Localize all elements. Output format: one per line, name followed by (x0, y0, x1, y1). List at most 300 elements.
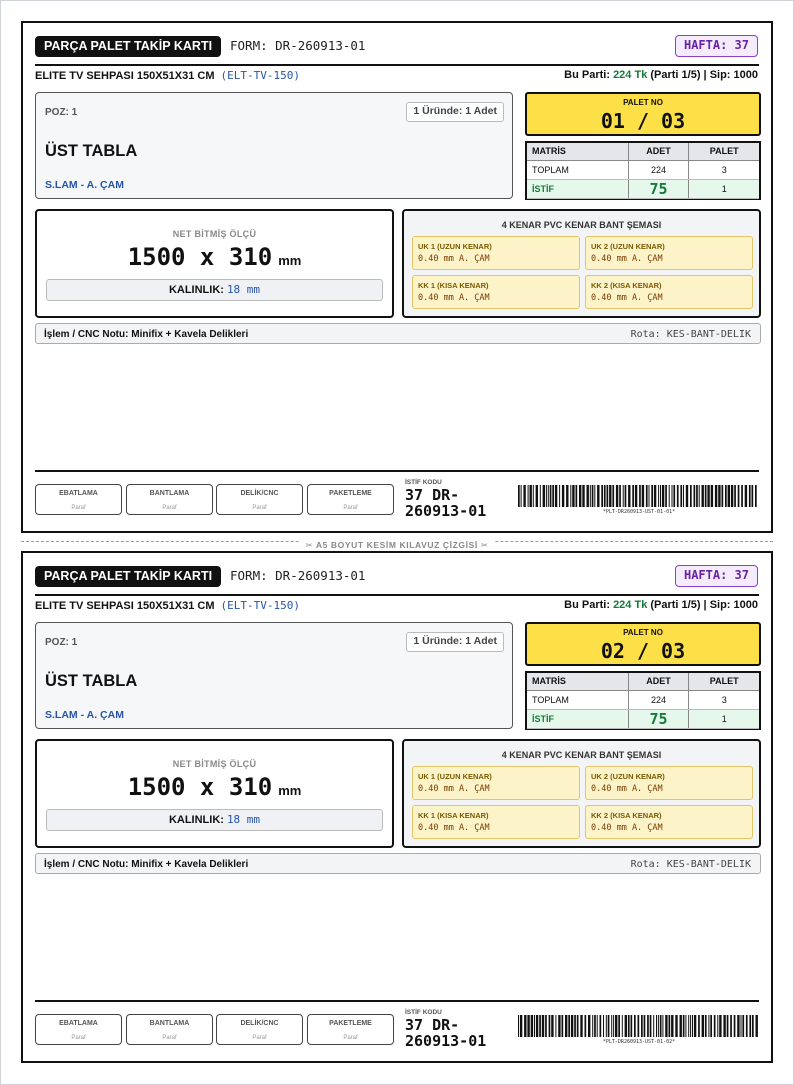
barcode-bar (728, 485, 730, 507)
edge-name: UK 2 (UZUN KENAR) (591, 772, 665, 781)
matrix-cell: İSTİF (527, 709, 628, 728)
barcode-bar (699, 485, 700, 507)
note-value: Minifix + Kavela Delikleri (131, 329, 249, 340)
edge-value: 0.40 mm A. ÇAM (418, 784, 490, 794)
barcode-bar (690, 1015, 691, 1037)
part-name: ÜST TABLA (45, 672, 138, 690)
barcode-bar (690, 485, 692, 507)
per-unit-badge: 1 Üründe: 1 Adet (406, 632, 504, 652)
barcode-bar (628, 1015, 630, 1037)
dimension-value (37, 243, 392, 272)
barcode-bar (597, 1015, 598, 1037)
product-line (35, 599, 300, 612)
barcode-bar (616, 485, 618, 507)
barcode-bar (749, 1015, 751, 1037)
batch-info (564, 69, 758, 81)
stage-name: DELİK/CNC (240, 490, 279, 497)
edge-band-scheme (402, 209, 761, 318)
route: Rota: KES-BANT-DELIK (630, 329, 751, 340)
barcode-bar (590, 485, 591, 507)
barcode-bar (577, 1015, 579, 1037)
barcode-bar (562, 1015, 564, 1037)
batch-qty: 224 Tk (613, 69, 648, 81)
pallet-number-label: PALET NO (623, 628, 663, 637)
note-label: İşlem / CNC Notu: (44, 859, 129, 870)
barcode-bar (623, 485, 624, 507)
matrix-cell: 1 (689, 179, 759, 198)
barcode-bar (742, 1015, 744, 1037)
edge-name: UK 1 (UZUN KENAR) (418, 242, 492, 251)
barcode-bar (518, 1015, 519, 1037)
barcode-bar (588, 1015, 590, 1037)
barcode-bar (702, 485, 704, 507)
thickness-label: KALINLIK: (168, 814, 224, 826)
pallet-card-2 (21, 551, 773, 1063)
barcode-bar (688, 1015, 689, 1037)
barcode-bar (548, 485, 549, 507)
matrix-cell: 1 (689, 709, 759, 728)
barcode-bar (638, 1015, 640, 1037)
barcode-bar (539, 1015, 541, 1037)
cut-guide-label: ✂ A5 BOYUT KESİM KILAVUZ ÇİZGİSİ ✂ (300, 540, 495, 550)
barcode-bar (672, 485, 673, 507)
matrix-header: ADET (628, 143, 689, 160)
barcode-bar (518, 485, 520, 507)
batch-info (564, 599, 758, 611)
stage-name: BANTLAMA (149, 1020, 190, 1027)
barcode-bar (536, 485, 538, 507)
barcode-bar (568, 1015, 570, 1037)
barcode-bar (665, 485, 667, 507)
barcode-bar (566, 485, 568, 507)
barcode-bar (698, 1015, 700, 1037)
barcode-bar (585, 1015, 587, 1037)
barcode-bar (550, 485, 552, 507)
barcode-bar (752, 1015, 754, 1037)
matrix-header: PALET (689, 673, 759, 690)
stage-sign: Paraf (162, 1035, 177, 1041)
barcode-bar (572, 485, 574, 507)
stack-code: 37 DR-260913-01 (405, 486, 487, 520)
barcode-bar (723, 1015, 725, 1037)
header-divider (35, 594, 759, 596)
matrix-cell: 224 (628, 690, 689, 709)
edge-cell (412, 236, 580, 270)
note-label: İşlem / CNC Notu: (44, 329, 129, 340)
barcode-bar (730, 1015, 732, 1037)
barcode-bar (576, 485, 578, 507)
barcode-bar (618, 1015, 620, 1037)
stage-name: PAKETLEME (329, 1020, 372, 1027)
barcode-bar (734, 1015, 736, 1037)
barcode-bar (523, 485, 525, 507)
stage-sign: Paraf (71, 505, 86, 511)
edge-cell (585, 766, 753, 800)
barcode-bar (734, 485, 736, 507)
barcode-bar (622, 1015, 623, 1037)
matrix-header: MATRİS (527, 673, 628, 690)
process-note (44, 859, 248, 870)
cut-guide (0, 535, 794, 553)
thickness-label: KALINLIK: (168, 284, 224, 296)
stage-sign: Paraf (343, 1035, 358, 1041)
route: Rota: KES-BANT-DELIK (630, 859, 751, 870)
barcode-bar (717, 1015, 718, 1037)
barcode-text: *PLT-DR260913-UST-01-02* (602, 1039, 676, 1045)
barcode-bar (531, 1015, 533, 1037)
stage-name: BANTLAMA (149, 490, 190, 497)
barcode-bar (639, 485, 641, 507)
barcode-bar (755, 485, 757, 507)
matrix-header: MATRİS (527, 143, 628, 160)
edge-name: KK 2 (KISA KENAR) (591, 281, 662, 290)
barcode-bar (675, 1015, 677, 1037)
barcode-bar (611, 1015, 612, 1037)
week-badge: HAFTA: 37 (675, 565, 758, 587)
stage-name: DELİK/CNC (240, 1020, 279, 1027)
stage-sign: Paraf (252, 1035, 267, 1041)
dimension-unit: mm (278, 253, 302, 268)
product-code: (ELT-TV-150) (220, 69, 301, 82)
barcode-bar (673, 485, 675, 507)
barcode-bar (632, 485, 634, 507)
product-name: ELITE TV SEHPASI 150X51X31 CM (35, 70, 215, 82)
dimension-number: 1500 x 310 (127, 243, 273, 271)
dimension-box (35, 209, 394, 318)
edge-band-title: 4 KENAR PVC KENAR BANT ŞEMASI (501, 750, 662, 760)
matrix-cell: İSTİF (527, 179, 628, 198)
stage-sign-box (126, 1014, 213, 1045)
barcode-bar (619, 485, 621, 507)
stage-sign-box (35, 484, 122, 515)
barcode-bar (752, 485, 754, 507)
barcode-bar (662, 1015, 663, 1037)
position-number: POZ: 1 (45, 107, 78, 118)
thickness-value: 18 mm (226, 813, 261, 826)
barcode-bar (662, 485, 664, 507)
stage-sign: Paraf (252, 505, 267, 511)
stage-name: EBATLAMA (59, 1020, 98, 1027)
part-info-box (35, 622, 513, 729)
barcode-bar (710, 1015, 712, 1037)
quantity-matrix (525, 671, 761, 730)
pallet-number-box (525, 92, 761, 136)
barcode-bar (696, 485, 698, 507)
barcode-bar (607, 485, 609, 507)
batch-prefix: Bu Parti: (564, 599, 610, 611)
barcode-bar (669, 1015, 671, 1037)
barcode (518, 1015, 760, 1037)
card-title: PARÇA PALET TAKİP KARTI (35, 36, 221, 57)
stage-sign: Paraf (71, 1035, 86, 1041)
barcode-bar (549, 1015, 551, 1037)
card-title: PARÇA PALET TAKİP KARTI (35, 566, 221, 587)
batch-qty: 224 Tk (613, 599, 648, 611)
edge-cell (585, 275, 753, 309)
barcode-bar (536, 1015, 538, 1037)
barcode-bar (628, 485, 630, 507)
barcode-bar (542, 1015, 544, 1037)
barcode-bar (727, 1015, 729, 1037)
barcode-bar (646, 485, 648, 507)
barcode-bar (705, 1015, 707, 1037)
barcode-bar (592, 1015, 593, 1037)
barcode-bar (524, 1015, 526, 1037)
barcode-bar (570, 485, 571, 507)
barcode-bar (671, 1015, 673, 1037)
edge-cell (585, 805, 753, 839)
barcode-bar (543, 485, 545, 507)
edge-cell (412, 275, 580, 309)
barcode-bar (647, 1015, 649, 1037)
barcode-bar (692, 1015, 693, 1037)
edge-band-scheme (402, 739, 761, 848)
barcode-bar (594, 485, 595, 507)
barcode-bar (694, 485, 696, 507)
barcode-bar (656, 1015, 657, 1037)
edge-value: 0.40 mm A. ÇAM (418, 254, 490, 264)
barcode-bar (540, 485, 541, 507)
barcode-bar (600, 1015, 602, 1037)
barcode-bar (714, 1015, 716, 1037)
barcode-bar (574, 1015, 576, 1037)
header-divider (35, 64, 759, 66)
stage-name: PAKETLEME (329, 490, 372, 497)
thickness-bar (46, 279, 383, 301)
barcode-bar (625, 1015, 627, 1037)
barcode-bar (683, 1015, 685, 1037)
pallet-number: 01 / 03 (600, 109, 686, 133)
product-code: (ELT-TV-150) (220, 599, 301, 612)
edge-value: 0.40 mm A. ÇAM (591, 254, 663, 264)
barcode-bar (613, 1015, 614, 1037)
barcode-bar (718, 485, 720, 507)
stage-sign: Paraf (162, 505, 177, 511)
barcode-bar (565, 1015, 567, 1037)
dimension-label: NET BİTMİŞ ÖLÇÜ (172, 229, 257, 239)
barcode-bar (694, 1015, 696, 1037)
process-note-bar (35, 323, 761, 344)
form-code: FORM: DR-260913-01 (230, 568, 366, 583)
barcode-bar (642, 485, 644, 507)
dimension-box (35, 739, 394, 848)
barcode-bar (715, 485, 717, 507)
material: S.LAM - A. ÇAM (45, 179, 124, 191)
barcode-bar (534, 1015, 535, 1037)
pallet-number-box (525, 622, 761, 666)
barcode-bar (711, 485, 713, 507)
edge-name: KK 1 (KISA KENAR) (418, 811, 489, 820)
barcode-bar (680, 485, 682, 507)
barcode-bar (625, 485, 627, 507)
stack-code-label: İSTİF KODU (405, 1009, 442, 1016)
barcode-bar (644, 1015, 646, 1037)
barcode-bar (594, 1015, 596, 1037)
edge-band-title: 4 KENAR PVC KENAR BANT ŞEMASI (501, 220, 662, 230)
barcode-bar (562, 485, 564, 507)
edge-cell (412, 766, 580, 800)
dimension-unit: mm (278, 783, 302, 798)
matrix-header: PALET (689, 143, 759, 160)
barcode-bar (660, 1015, 662, 1037)
barcode-bar (571, 1015, 573, 1037)
barcode-bar (587, 485, 589, 507)
barcode-bar (601, 485, 603, 507)
batch-prefix: Bu Parti: (564, 69, 610, 81)
barcode-bar (597, 485, 599, 507)
barcode-bar (635, 485, 637, 507)
edge-value: 0.40 mm A. ÇAM (591, 293, 663, 303)
process-note-bar (35, 853, 761, 874)
barcode-bar (708, 1015, 709, 1037)
edge-name: UK 1 (UZUN KENAR) (418, 772, 492, 781)
edge-value: 0.40 mm A. ÇAM (591, 784, 663, 794)
position-number: POZ: 1 (45, 637, 78, 648)
per-unit-badge: 1 Üründe: 1 Adet (406, 102, 504, 122)
barcode-bar (609, 485, 611, 507)
barcode-bar (685, 1015, 686, 1037)
barcode-bar (654, 485, 656, 507)
edge-value: 0.40 mm A. ÇAM (418, 823, 490, 833)
matrix-cell: TOPLAM (527, 690, 628, 709)
barcode-bar (641, 1015, 643, 1037)
thickness-bar (46, 809, 383, 831)
barcode-bar (677, 485, 679, 507)
barcode-bar (612, 485, 614, 507)
barcode-bar (546, 485, 547, 507)
barcode-bar (651, 485, 653, 507)
barcode-bar (658, 1015, 659, 1037)
stack-code-label: İSTİF KODU (405, 479, 442, 486)
footer-divider (35, 470, 759, 472)
footer-divider (35, 1000, 759, 1002)
edge-name: KK 1 (KISA KENAR) (418, 281, 489, 290)
barcode-bar (533, 485, 534, 507)
edge-cell (585, 236, 753, 270)
dimension-value (37, 773, 392, 802)
part-name: ÜST TABLA (45, 142, 138, 160)
barcode-bar (558, 1015, 560, 1037)
barcode-bar (658, 485, 659, 507)
note-value: Minifix + Kavela Delikleri (131, 859, 249, 870)
barcode-bar (738, 485, 740, 507)
barcode-bar (741, 485, 743, 507)
barcode-bar (702, 1015, 704, 1037)
barcode-bar (731, 485, 733, 507)
matrix-cell: 224 (628, 160, 689, 179)
edge-cell (412, 805, 580, 839)
matrix-cell: 3 (689, 160, 759, 179)
week-badge: HAFTA: 37 (675, 35, 758, 57)
barcode-bar (634, 1015, 636, 1037)
batch-suffix: (Parti 1/5) | Sip: 1000 (650, 69, 758, 81)
stack-code: 37 DR-260913-01 (405, 1016, 487, 1050)
barcode-text: *PLT-DR260913-UST-01-01* (602, 509, 676, 515)
barcode (518, 485, 760, 507)
barcode-bar (705, 485, 707, 507)
edge-value: 0.40 mm A. ÇAM (418, 293, 490, 303)
barcode-bar (686, 485, 688, 507)
barcode-bar (746, 1015, 748, 1037)
barcode-bar (592, 485, 594, 507)
barcode-bar (722, 485, 724, 507)
matrix-cell: 75 (628, 709, 689, 728)
barcode-bar (725, 485, 727, 507)
barcode-bar (521, 485, 522, 507)
barcode-bar (669, 485, 670, 507)
barcode-bar (737, 1015, 739, 1037)
barcode-bar (660, 485, 661, 507)
barcode-bar (749, 485, 751, 507)
product-line (35, 69, 300, 82)
barcode-bar (520, 1015, 522, 1037)
barcode-bar (528, 485, 529, 507)
stage-sign-box (216, 484, 303, 515)
batch-suffix: (Parti 1/5) | Sip: 1000 (650, 599, 758, 611)
stage-sign: Paraf (343, 505, 358, 511)
barcode-bar (741, 1015, 742, 1037)
stage-sign-box (307, 1014, 394, 1045)
matrix-cell: 3 (689, 690, 759, 709)
pallet-number: 02 / 03 (600, 639, 686, 663)
pallet-card-1 (21, 21, 773, 533)
product-name: ELITE TV SEHPASI 150X51X31 CM (35, 600, 215, 612)
dimension-number: 1500 x 310 (127, 773, 273, 801)
barcode-bar (683, 485, 684, 507)
barcode-bar (756, 1015, 758, 1037)
stage-sign-box (35, 1014, 122, 1045)
barcode-bar (608, 1015, 610, 1037)
barcode-bar (606, 1015, 607, 1037)
barcode-bar (555, 1015, 556, 1037)
material: S.LAM - A. ÇAM (45, 709, 124, 721)
barcode-bar (665, 1015, 667, 1037)
barcode-bar (603, 1015, 604, 1037)
barcode-bar (530, 485, 532, 507)
quantity-matrix (525, 141, 761, 200)
barcode-bar (649, 485, 650, 507)
barcode-bar (615, 1015, 617, 1037)
pallet-number-label: PALET NO (623, 98, 663, 107)
process-note (44, 329, 248, 340)
stage-name: EBATLAMA (59, 490, 98, 497)
barcode-bar (653, 1015, 654, 1037)
stage-sign-box (126, 484, 213, 515)
barcode-bar (551, 1015, 553, 1037)
barcode-bar (527, 1015, 529, 1037)
barcode-bar (745, 485, 747, 507)
barcode-bar (582, 485, 584, 507)
matrix-cell: TOPLAM (527, 160, 628, 179)
barcode-bar (650, 1015, 652, 1037)
barcode-bar (719, 1015, 721, 1037)
edge-value: 0.40 mm A. ÇAM (591, 823, 663, 833)
dimension-label: NET BİTMİŞ ÖLÇÜ (172, 759, 257, 769)
thickness-value: 18 mm (226, 283, 261, 296)
barcode-bar (555, 485, 557, 507)
barcode-bar (579, 485, 581, 507)
barcode-bar (545, 1015, 547, 1037)
edge-name: KK 2 (KISA KENAR) (591, 811, 662, 820)
barcode-bar (631, 1015, 633, 1037)
matrix-header: ADET (628, 673, 689, 690)
form-code: FORM: DR-260913-01 (230, 38, 366, 53)
edge-name: UK 2 (UZUN KENAR) (591, 242, 665, 251)
stage-sign-box (216, 1014, 303, 1045)
barcode-bar (680, 1015, 682, 1037)
part-info-box (35, 92, 513, 199)
barcode-bar (559, 485, 560, 507)
